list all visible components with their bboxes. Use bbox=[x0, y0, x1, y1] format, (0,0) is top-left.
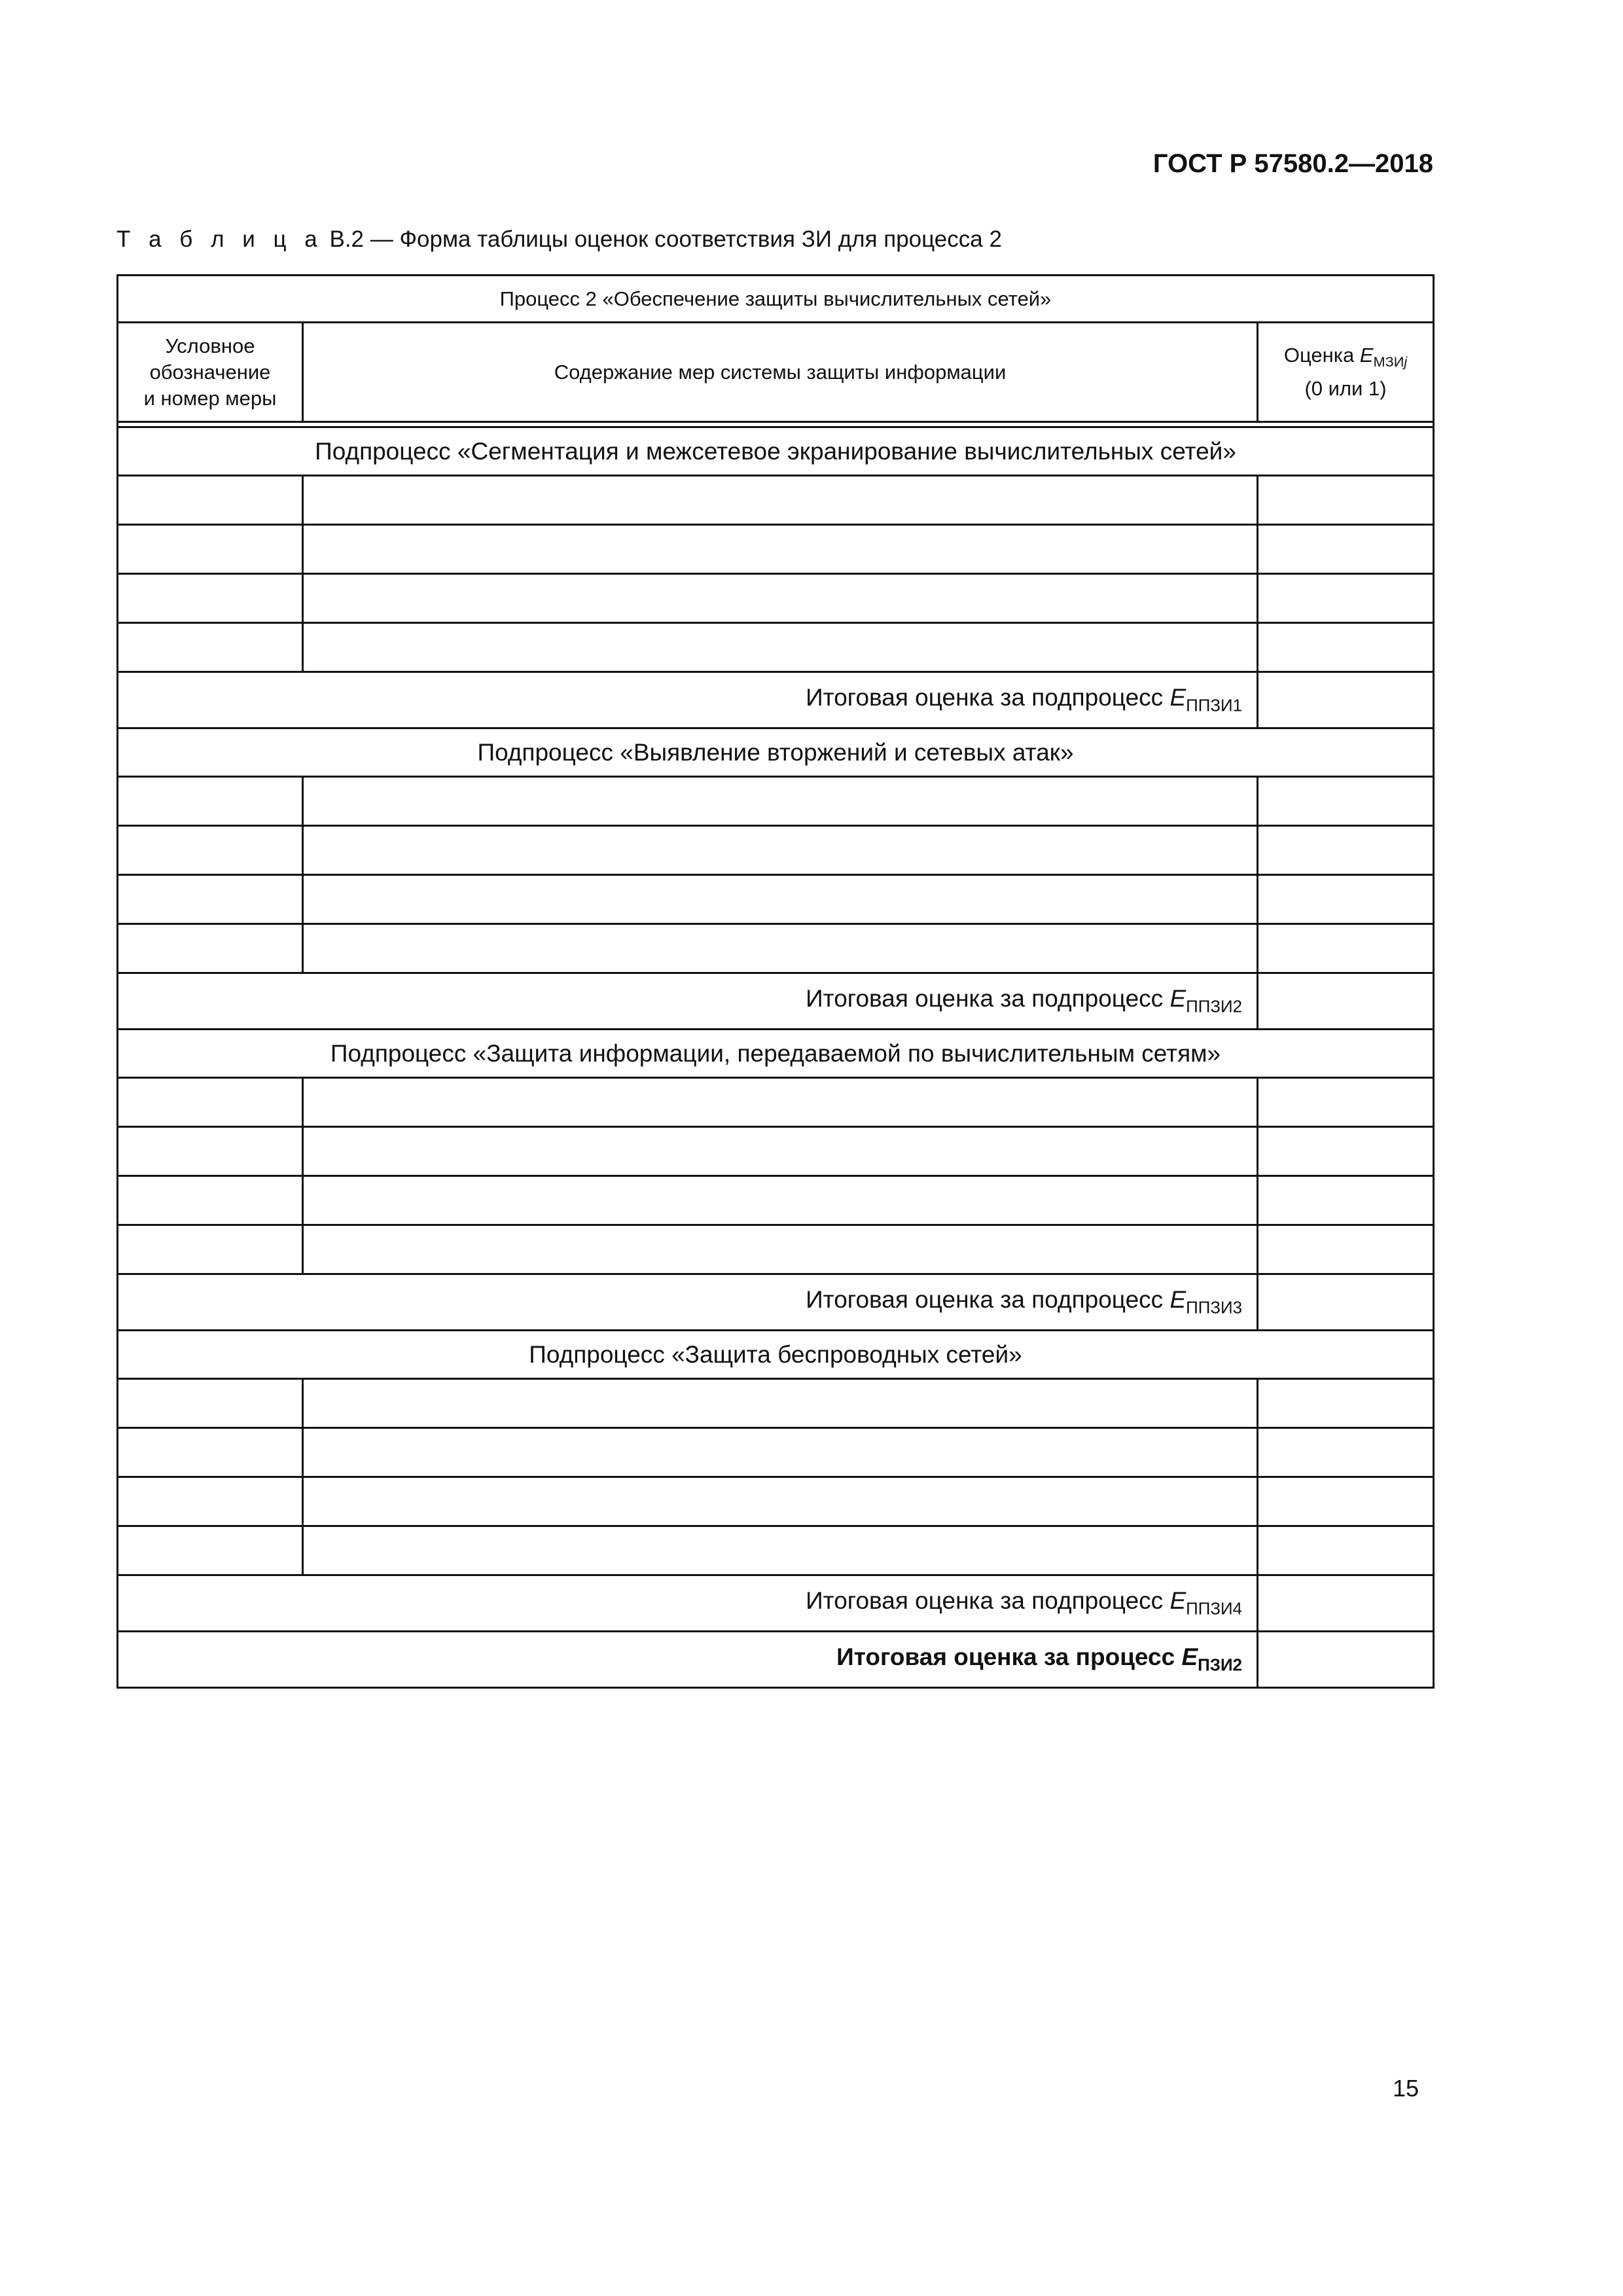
process-total-label: Итоговая оценка за процесс $E_{ПЗИ2}$ bbox=[118, 1632, 1258, 1688]
subprocess-title: Подпроцесс «Защита информации, передаваемой по вычислительным сетям» bbox=[118, 1030, 1434, 1078]
measure-id-cell[interactable] bbox=[118, 1526, 303, 1575]
measure-content-cell[interactable] bbox=[303, 875, 1258, 924]
subprocess-total-label: Итоговая оценка за подпроцесс $E_{ППЗИ3}$ bbox=[118, 1274, 1258, 1331]
measure-id-cell[interactable] bbox=[118, 826, 303, 875]
process-total-row bbox=[118, 1632, 1434, 1688]
measure-id-cell[interactable] bbox=[118, 1428, 303, 1477]
measure-score-cell[interactable] bbox=[1258, 777, 1434, 826]
measure-row bbox=[118, 1127, 1434, 1176]
measure-score-cell[interactable] bbox=[1258, 1526, 1434, 1575]
header-measure-content: Содержание мер системы защиты информации bbox=[303, 323, 1258, 422]
measure-content-cell[interactable] bbox=[303, 777, 1258, 826]
caption-prefix: Т а б л и ц а bbox=[116, 226, 323, 252]
measure-id-cell[interactable] bbox=[118, 777, 303, 826]
subprocess-title: Подпроцесс «Выявление вторжений и сетевых атак» bbox=[118, 728, 1434, 777]
measure-score-cell[interactable] bbox=[1258, 1428, 1434, 1477]
measure-score-cell[interactable] bbox=[1258, 826, 1434, 875]
subprocess-title: Подпроцесс «Защита беспроводных сетей» bbox=[118, 1331, 1434, 1379]
measure-row bbox=[118, 1225, 1434, 1274]
measure-score-cell[interactable] bbox=[1258, 1078, 1434, 1127]
measure-content-cell[interactable] bbox=[303, 1225, 1258, 1274]
measure-row bbox=[118, 476, 1434, 525]
assessment-table bbox=[116, 274, 1435, 1689]
measure-row bbox=[118, 924, 1434, 973]
measure-content-cell[interactable] bbox=[303, 525, 1258, 574]
measure-content-cell[interactable] bbox=[303, 1078, 1258, 1127]
measure-score-cell[interactable] bbox=[1258, 924, 1434, 973]
measure-score-cell[interactable] bbox=[1258, 623, 1434, 672]
measure-content-cell[interactable] bbox=[303, 1428, 1258, 1477]
subprocess-total-value[interactable] bbox=[1258, 973, 1434, 1030]
subprocess-total-value[interactable] bbox=[1258, 1575, 1434, 1632]
subprocess-title-row bbox=[118, 427, 1434, 476]
subprocess-total-row bbox=[118, 1575, 1434, 1632]
measure-row bbox=[118, 1379, 1434, 1428]
measure-content-cell[interactable] bbox=[303, 1176, 1258, 1225]
subprocess-title: Подпроцесс «Сегментация и межсетевое экранирование вычислительных сетей» bbox=[118, 427, 1434, 476]
subprocess-total-label: Итоговая оценка за подпроцесс $E_{ППЗИ4}$ bbox=[118, 1575, 1258, 1632]
subprocess-total-row bbox=[118, 1274, 1434, 1331]
subprocess-total-value[interactable] bbox=[1258, 672, 1434, 728]
measure-row bbox=[118, 1176, 1434, 1225]
measure-row bbox=[118, 826, 1434, 875]
measure-content-cell[interactable] bbox=[303, 1477, 1258, 1526]
measure-content-cell[interactable] bbox=[303, 1127, 1258, 1176]
subprocess-total-row bbox=[118, 672, 1434, 728]
measure-score-cell[interactable] bbox=[1258, 1127, 1434, 1176]
subprocess-title-row bbox=[118, 728, 1434, 777]
measure-content-cell[interactable] bbox=[303, 924, 1258, 973]
table-caption bbox=[116, 226, 1002, 253]
subprocess-total-label: Итоговая оценка за подпроцесс $E_{ППЗИ1}$ bbox=[118, 672, 1258, 728]
measure-score-cell[interactable] bbox=[1258, 476, 1434, 525]
measure-id-cell[interactable] bbox=[118, 924, 303, 973]
measure-content-cell[interactable] bbox=[303, 476, 1258, 525]
caption-text: В.2 — Форма таблицы оценок соответствия ЗИ для процесса 2 bbox=[329, 226, 1002, 252]
measure-score-cell[interactable] bbox=[1258, 1225, 1434, 1274]
measure-score-cell[interactable] bbox=[1258, 875, 1434, 924]
measure-content-cell[interactable] bbox=[303, 623, 1258, 672]
measure-score-cell[interactable] bbox=[1258, 574, 1434, 623]
measure-content-cell[interactable] bbox=[303, 574, 1258, 623]
header-separator bbox=[118, 422, 1434, 427]
measure-content-cell[interactable] bbox=[303, 1526, 1258, 1575]
measure-score-cell[interactable] bbox=[1258, 1477, 1434, 1526]
measure-row bbox=[118, 525, 1434, 574]
measure-content-cell[interactable] bbox=[303, 826, 1258, 875]
measure-score-cell[interactable] bbox=[1258, 525, 1434, 574]
measure-row bbox=[118, 1078, 1434, 1127]
measure-row bbox=[118, 574, 1434, 623]
process-title: Процесс 2 «Обеспечение защиты вычислительных сетей» bbox=[118, 276, 1434, 323]
header-score: Оценка $E_{МЗИj}$ (0 или 1) bbox=[1258, 323, 1434, 422]
measure-id-cell[interactable] bbox=[118, 875, 303, 924]
measure-row bbox=[118, 623, 1434, 672]
measure-score-cell[interactable] bbox=[1258, 1379, 1434, 1428]
process-title-row bbox=[118, 276, 1434, 323]
measure-id-cell[interactable] bbox=[118, 1477, 303, 1526]
measure-id-cell[interactable] bbox=[118, 1225, 303, 1274]
subprocess-total-row bbox=[118, 973, 1434, 1030]
header-measure-id: Условное обозначение и номер меры bbox=[118, 323, 303, 422]
measure-row bbox=[118, 1428, 1434, 1477]
measure-id-cell[interactable] bbox=[118, 1078, 303, 1127]
subprocess-title-row bbox=[118, 1030, 1434, 1078]
measure-id-cell[interactable] bbox=[118, 1379, 303, 1428]
measure-row bbox=[118, 875, 1434, 924]
measure-row bbox=[118, 1526, 1434, 1575]
page-number: 15 bbox=[1393, 2075, 1419, 2102]
measure-content-cell[interactable] bbox=[303, 1379, 1258, 1428]
measure-id-cell[interactable] bbox=[118, 574, 303, 623]
measure-id-cell[interactable] bbox=[118, 623, 303, 672]
subprocess-total-value[interactable] bbox=[1258, 1274, 1434, 1331]
measure-row bbox=[118, 1477, 1434, 1526]
column-header-row bbox=[118, 323, 1434, 422]
subprocess-total-label: Итоговая оценка за подпроцесс $E_{ППЗИ2}$ bbox=[118, 973, 1258, 1030]
measure-id-cell[interactable] bbox=[118, 1176, 303, 1225]
measure-id-cell[interactable] bbox=[118, 525, 303, 574]
measure-id-cell[interactable] bbox=[118, 476, 303, 525]
standard-number: ГОСТ Р 57580.2—2018 bbox=[1152, 149, 1433, 178]
measure-score-cell[interactable] bbox=[1258, 1176, 1434, 1225]
process-total-value[interactable] bbox=[1258, 1632, 1434, 1688]
measure-id-cell[interactable] bbox=[118, 1127, 303, 1176]
subprocess-title-row bbox=[118, 1331, 1434, 1379]
measure-row bbox=[118, 777, 1434, 826]
